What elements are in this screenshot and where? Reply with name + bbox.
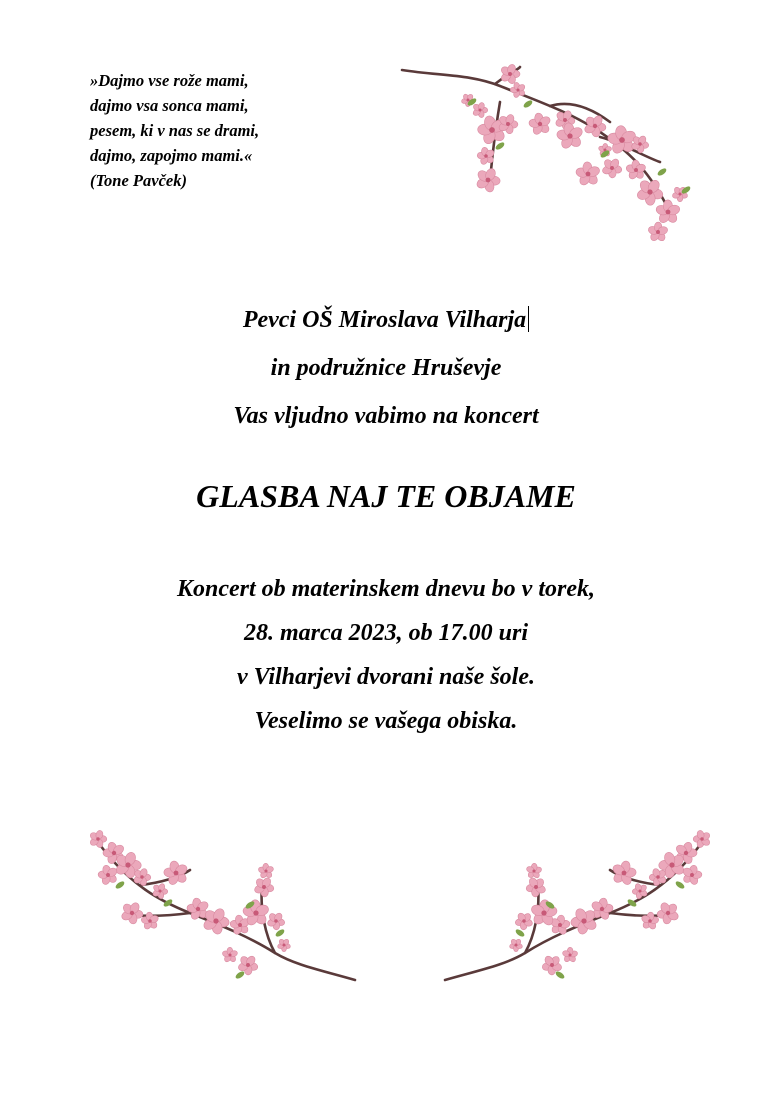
blossom: [475, 167, 500, 193]
blossom: [222, 947, 239, 963]
blossom: [682, 864, 703, 885]
blossom: [562, 947, 579, 963]
blossom: [656, 901, 679, 924]
quote-line: pesem, ki v nas se drami,: [90, 121, 260, 140]
invitation-line: Pevci OŠ Miroslava Vilharja: [242, 307, 527, 333]
blossom: [693, 830, 711, 849]
cherry-blossom-branch-icon: [400, 62, 700, 237]
blossom: [472, 102, 488, 119]
details-line: Veselimo se vašega obiska.: [254, 708, 518, 734]
blossom: [500, 63, 520, 84]
blossom: [625, 160, 646, 181]
details-line: 28. marca 2023, ob 17.00 uri: [243, 620, 528, 646]
invitation-line: in podružnice Hruševje: [270, 355, 502, 381]
details-line: Koncert ob materinskem dnevu bo v torek,: [177, 576, 595, 602]
cherry-blossom-branch-icon: [80, 825, 360, 990]
blossom: [267, 912, 286, 930]
blossom: [611, 860, 636, 886]
blossom: [89, 830, 107, 849]
blossom: [601, 158, 622, 179]
quote-line: »Dajmo vse rože mami,: [90, 71, 249, 90]
blossom: [636, 178, 664, 205]
concert-title: GLASBA NAJ TE OBJAME: [196, 478, 576, 514]
text-cursor: [528, 306, 529, 332]
blossom: [253, 876, 274, 897]
blossom: [526, 863, 542, 879]
quote-line: dajmo vsa sonca mami,: [90, 96, 249, 115]
quote-author: (Tone Pavček): [90, 171, 187, 190]
poem-quote: [90, 68, 259, 193]
blossom: [526, 876, 547, 897]
blossom: [277, 938, 291, 951]
blossom: [509, 938, 523, 951]
blossom: [655, 200, 681, 225]
blossom: [515, 912, 534, 930]
cherry-blossom-branch-icon: [440, 825, 720, 990]
invitation-text: [0, 296, 772, 440]
blossom: [164, 860, 189, 886]
blossom: [120, 901, 143, 924]
blossom: [647, 222, 668, 242]
blossom: [529, 112, 552, 135]
blossom: [98, 864, 119, 885]
blossom: [575, 162, 601, 187]
blossom: [258, 863, 274, 879]
concert-details: [0, 567, 772, 743]
quote-line: dajmo, zapojmo mami.«: [90, 146, 253, 165]
invitation-line: Vas vljudno vabimo na koncert: [233, 403, 539, 429]
details-line: v Vilharjevi dvorani naše šole.: [236, 664, 535, 690]
